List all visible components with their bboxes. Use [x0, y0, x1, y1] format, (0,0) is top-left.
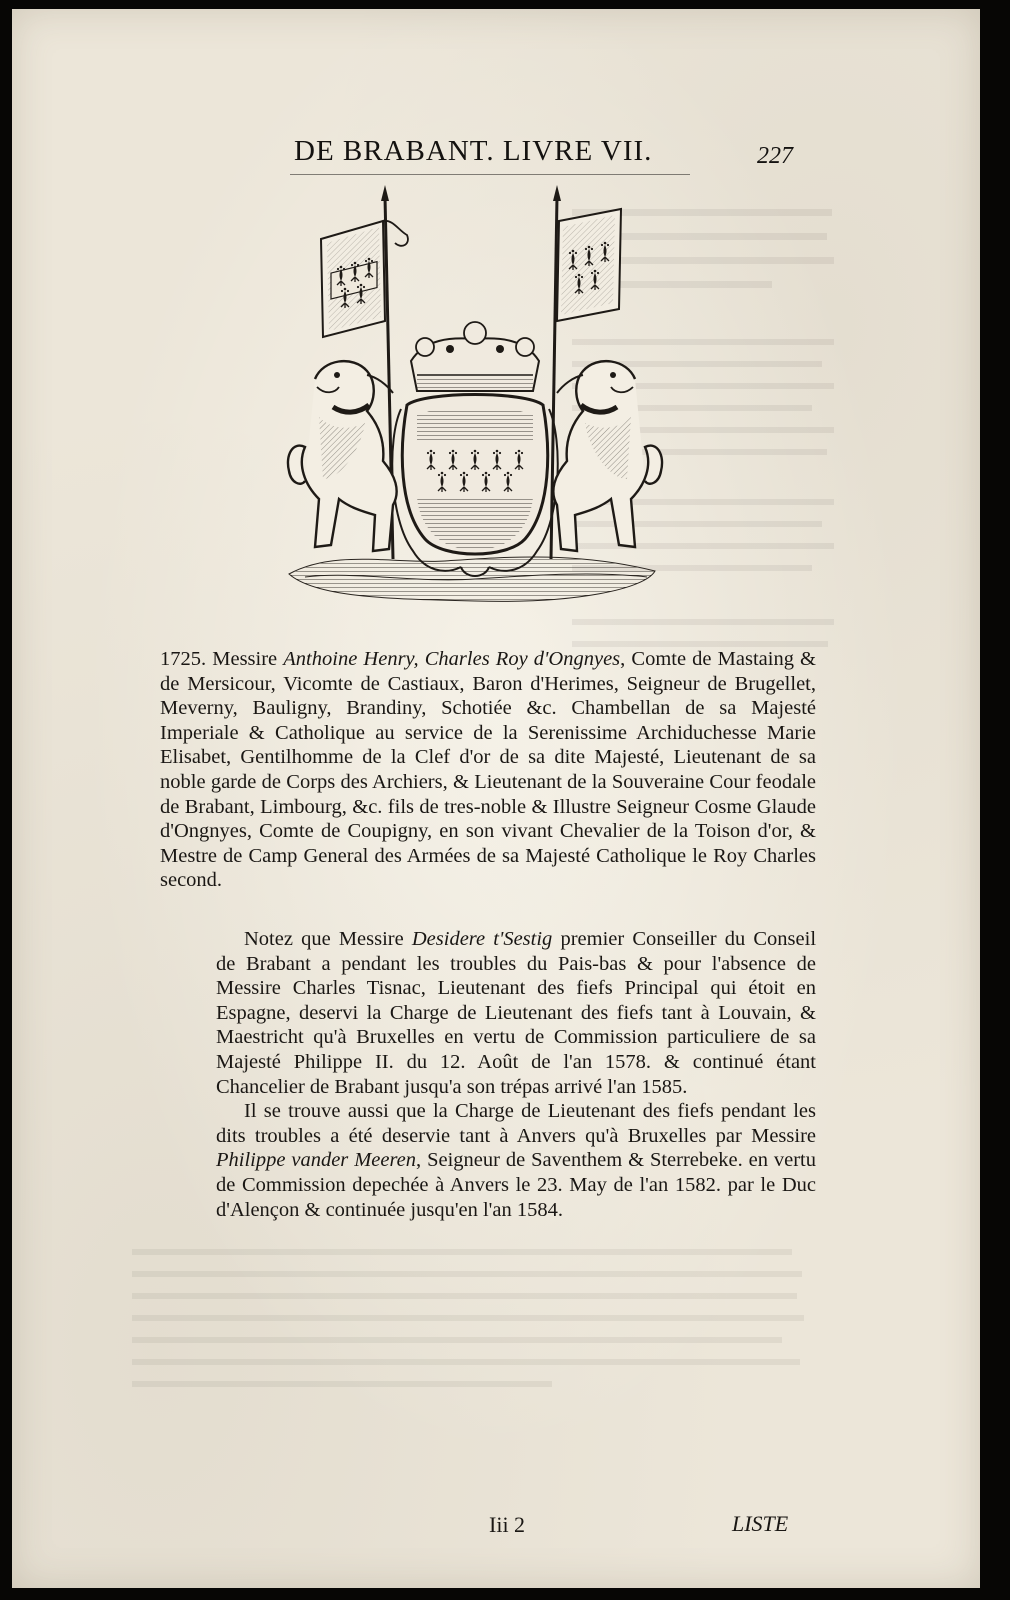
show-through-texture-lower [132, 1239, 812, 1426]
note-2-body: , Seigneur de Saventhem & Sterrebeke. en vertu de Commission depechée à Anvers le 23. May de l'an 1582. par le Duc d'Alençon & continuée jusqu'en l'an 1584. [216, 1149, 816, 1221]
entry-name: Anthoine Henry, Charles Roy d'Ongnyes [283, 648, 621, 670]
coat-of-arms-engraving [275, 179, 675, 619]
entry-body: , Comte de Mastaing & de Mersicour, Vicomte de Castiaux, Baron d'Herimes, Seigneur de Brugellet, Meverny, Bauligny, Brandiny, Schotiée &c. Chambellan de sa Majesté Imperiale & Catholique au service de la Serenissime Archiduchesse Marie Elisabet, Gentilhomme de la Clef d'or de sa dite Majesté, Lieutenant de sa noble garde de Corps des Archiers, & Lieutenant de la Souveraine Cour feodale de Brabant, Limbourg, &c. fils de tres-noble & Illustre Seigneur Cosme Glaude d'Ongnyes, Comte de Coupigny, en son vivant Chevalier de la Toison d'or, & Mestre de Camp General des Armées de sa Majesté Catholique le Roy Charles second. [160, 648, 817, 892]
signature-mark: Iii 2 [489, 1512, 526, 1537]
header-rule [290, 174, 690, 175]
entry-year: 1725. [160, 648, 207, 670]
note-paragraph-2 [216, 1099, 816, 1222]
page-number: 227 [757, 143, 793, 169]
running-title: DE BRABANT. LIVRE VII. [294, 135, 653, 167]
note-2-name: Philippe vander Meeren [216, 1149, 417, 1172]
note-1-name: Desidere t'Sestig [411, 928, 553, 950]
note-1-lead: Notez que Messire [244, 928, 404, 950]
catchword: LISTE [732, 1511, 789, 1536]
note-2-lead: Il se trouve aussi que la Charge de Lieutenant des fiefs pendant les dits troubles a été deservie tant à Anvers qu'à Bruxelles par Messire [216, 1100, 816, 1147]
notes-section [216, 927, 816, 1222]
note-1-body: premier Conseiller du Conseil de Brabant a pendant les troubles du Pais-bas & pour l'absence de Messire Charles Tisnac, Lieutenant des fiefs Principal qui étoit en Espagne, deservi la Charge de Lieutenant des fiefs tant à Louvain, & Maestricht qu'à Bruxelles en vertu de Commission particuliere de sa Majesté Philippe II. du 12. Août de l'an 1578. & continué étant Chancelier de Brabant jusqu'a son trépas arrivé l'an 1585. [216, 928, 817, 1098]
entry-1725 [160, 647, 816, 893]
entry-word: Messire [212, 648, 278, 670]
book-page [12, 9, 980, 1588]
note-paragraph-1 [216, 927, 816, 1099]
